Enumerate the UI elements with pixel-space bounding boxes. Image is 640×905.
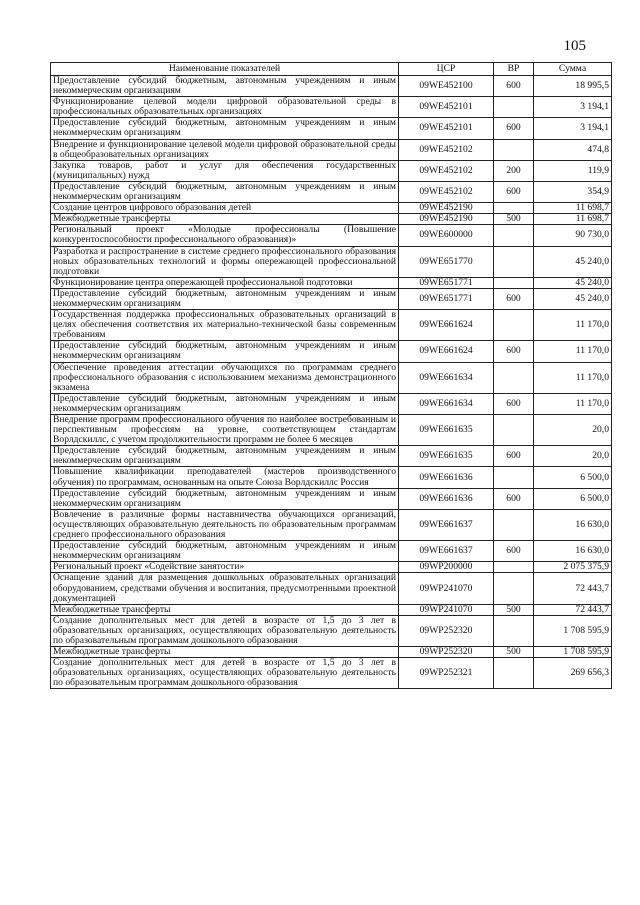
row-sum: 18 995,5 bbox=[534, 76, 612, 97]
row-vr: 600 bbox=[494, 118, 534, 139]
table-row bbox=[51, 225, 612, 246]
row-code: 09WE661636 bbox=[399, 488, 494, 509]
row-sum: 1 708 595,9 bbox=[534, 615, 612, 646]
row-vr bbox=[494, 277, 534, 288]
row-vr: 600 bbox=[494, 288, 534, 309]
row-sum: 45 240,0 bbox=[534, 277, 612, 288]
row-code: 09WE452102 bbox=[399, 181, 494, 202]
row-name: Предоставление субсидий бюджетным, автономным учреждениям и иным некоммерческим организациям bbox=[51, 76, 399, 97]
row-vr: 600 bbox=[494, 76, 534, 97]
row-vr bbox=[494, 415, 534, 446]
row-code: 09WP252320 bbox=[399, 615, 494, 646]
table-row bbox=[51, 76, 612, 97]
row-sum: 11 170,0 bbox=[534, 362, 612, 393]
row-code: 09WE661637 bbox=[399, 541, 494, 562]
row-vr: 500 bbox=[494, 647, 534, 658]
row-vr: 500 bbox=[494, 604, 534, 615]
row-name: Вовлечение в различные формы наставничества обучающихся организаций, осуществляющих образовательную деятельность по образовательным программам среднего профессионального образования bbox=[51, 509, 399, 540]
row-code: 09WE452102 bbox=[399, 160, 494, 181]
row-sum: 474,8 bbox=[534, 139, 612, 160]
table-row bbox=[51, 288, 612, 309]
row-code: 09WE651771 bbox=[399, 277, 494, 288]
row-vr bbox=[494, 139, 534, 160]
row-code: 09WE661636 bbox=[399, 467, 494, 488]
row-name: Оснащение зданий для размещения дошкольных образовательных организаций оборудованием, средствами обучения и воспитания, предусмотренными проектной документацией bbox=[51, 573, 399, 604]
table-row bbox=[51, 160, 612, 181]
table-row bbox=[51, 393, 612, 414]
row-sum: 16 630,0 bbox=[534, 541, 612, 562]
table-row bbox=[51, 658, 612, 689]
row-name: Межбюджетные трансферты bbox=[51, 604, 399, 615]
row-name: Предоставление субсидий бюджетным, автономным учреждениям и иным некоммерческим организациям bbox=[51, 288, 399, 309]
row-sum: 11 170,0 bbox=[534, 341, 612, 362]
row-vr: 600 bbox=[494, 181, 534, 202]
row-code: 09WP252321 bbox=[399, 658, 494, 689]
row-sum: 11 170,0 bbox=[534, 310, 612, 341]
row-vr bbox=[494, 246, 534, 277]
row-vr bbox=[494, 658, 534, 689]
row-vr bbox=[494, 225, 534, 246]
row-code: 09WE452190 bbox=[399, 214, 494, 225]
row-name: Предоставление субсидий бюджетным, автономным учреждениям и иным некоммерческим организациям bbox=[51, 118, 399, 139]
table-row bbox=[51, 118, 612, 139]
row-name: Государственная поддержка профессиональных образовательных организаций в целях обеспечения соответствия их материально-технической базы современным требованиям bbox=[51, 310, 399, 341]
row-sum: 45 240,0 bbox=[534, 288, 612, 309]
table-body bbox=[51, 76, 612, 689]
row-code: 09WE452102 bbox=[399, 139, 494, 160]
row-sum: 6 500,0 bbox=[534, 467, 612, 488]
row-name: Внедрение программ профессионального обучения по наиболее востребованным и перспективным профессиям на уровне, соответствующем стандартам Ворлдскиллс, с учетом продолжительности программ не более 6 месяцев bbox=[51, 415, 399, 446]
row-sum: 6 500,0 bbox=[534, 488, 612, 509]
table-row bbox=[51, 509, 612, 540]
row-sum: 45 240,0 bbox=[534, 246, 612, 277]
row-code: 09WP241070 bbox=[399, 573, 494, 604]
budget-table bbox=[50, 62, 612, 689]
table-row bbox=[51, 573, 612, 604]
row-name: Предоставление субсидий бюджетным, автономным учреждениям и иным некоммерческим организациям bbox=[51, 488, 399, 509]
table-header-row bbox=[51, 63, 612, 76]
row-vr: 600 bbox=[494, 488, 534, 509]
table-row bbox=[51, 562, 612, 573]
row-code: 09WE661634 bbox=[399, 393, 494, 414]
row-sum: 11 170,0 bbox=[534, 393, 612, 414]
row-name: Повышение квалификации преподавателей (мастеров производственного обучения) по программам, основанным на опыте Союза Ворлдскиллс Россия bbox=[51, 467, 399, 488]
row-name: Разработка и распространение в системе среднего профессионального образования новых образовательных технологий и формы опережающей профессиональной подготовки bbox=[51, 246, 399, 277]
row-code: 09WE661624 bbox=[399, 341, 494, 362]
row-sum: 11 698,7 bbox=[534, 214, 612, 225]
row-code: 09WE452101 bbox=[399, 97, 494, 118]
row-code: 09WE452100 bbox=[399, 76, 494, 97]
row-vr bbox=[494, 615, 534, 646]
row-vr: 600 bbox=[494, 341, 534, 362]
table-row bbox=[51, 415, 612, 446]
row-sum: 2 075 375,9 bbox=[534, 562, 612, 573]
table-row bbox=[51, 97, 612, 118]
row-vr bbox=[494, 97, 534, 118]
header-code: ЦСР bbox=[399, 63, 494, 76]
table-row bbox=[51, 139, 612, 160]
header-name: Наименование показателей bbox=[51, 63, 399, 76]
row-sum: 3 194,1 bbox=[534, 97, 612, 118]
row-sum: 3 194,1 bbox=[534, 118, 612, 139]
table-row bbox=[51, 488, 612, 509]
page-number: 105 bbox=[563, 38, 586, 54]
header-sum: Сумма bbox=[534, 63, 612, 76]
row-vr: 600 bbox=[494, 393, 534, 414]
row-name: Функционирование центра опережающей профессиональной подготовки bbox=[51, 277, 399, 288]
table-row bbox=[51, 604, 612, 615]
row-vr: 500 bbox=[494, 214, 534, 225]
row-code: 09WP200000 bbox=[399, 562, 494, 573]
table-row bbox=[51, 647, 612, 658]
row-name: Межбюджетные трансферты bbox=[51, 647, 399, 658]
row-name: Региональный проект «Содействие занятости» bbox=[51, 562, 399, 573]
row-sum: 119,9 bbox=[534, 160, 612, 181]
row-code: 09WE651771 bbox=[399, 288, 494, 309]
row-sum: 20,0 bbox=[534, 415, 612, 446]
table-row bbox=[51, 181, 612, 202]
row-vr bbox=[494, 362, 534, 393]
table-row bbox=[51, 467, 612, 488]
row-name: Обеспечение проведения аттестации обучающихся по программам среднего профессионального образования с использованием механизма демонстрационного экзамена bbox=[51, 362, 399, 393]
row-code: 09WP241070 bbox=[399, 604, 494, 615]
row-vr bbox=[494, 467, 534, 488]
row-vr: 600 bbox=[494, 446, 534, 467]
table-row bbox=[51, 541, 612, 562]
row-code: 09WE661635 bbox=[399, 446, 494, 467]
row-vr bbox=[494, 203, 534, 214]
row-vr: 200 bbox=[494, 160, 534, 181]
row-sum: 11 698,7 bbox=[534, 203, 612, 214]
row-code: 09WE661637 bbox=[399, 509, 494, 540]
table-row bbox=[51, 446, 612, 467]
table-row bbox=[51, 615, 612, 646]
row-vr bbox=[494, 573, 534, 604]
row-sum: 16 630,0 bbox=[534, 509, 612, 540]
row-sum: 354,9 bbox=[534, 181, 612, 202]
row-vr bbox=[494, 310, 534, 341]
row-code: 09WE651770 bbox=[399, 246, 494, 277]
row-name: Создание дополнительных мест для детей в возрасте от 1,5 до 3 лет в образовательных организациях, осуществляющих образовательную деятельность по образовательным программам дошкольного образования bbox=[51, 658, 399, 689]
row-code: 09WE661624 bbox=[399, 310, 494, 341]
table-row bbox=[51, 341, 612, 362]
row-name: Предоставление субсидий бюджетным, автономным учреждениям и иным некоммерческим организациям bbox=[51, 181, 399, 202]
row-code: 09WE452101 bbox=[399, 118, 494, 139]
table-row bbox=[51, 310, 612, 341]
row-vr bbox=[494, 509, 534, 540]
row-name: Предоставление субсидий бюджетным, автономным учреждениям и иным некоммерческим организациям bbox=[51, 341, 399, 362]
row-vr bbox=[494, 562, 534, 573]
row-code: 09WP252320 bbox=[399, 647, 494, 658]
row-code: 09WE452190 bbox=[399, 203, 494, 214]
row-name: Предоставление субсидий бюджетным, автономным учреждениям и иным некоммерческим организациям bbox=[51, 393, 399, 414]
row-sum: 20,0 bbox=[534, 446, 612, 467]
row-name: Создание центров цифрового образования детей bbox=[51, 203, 399, 214]
row-sum: 90 730,0 bbox=[534, 225, 612, 246]
row-sum: 72 443,7 bbox=[534, 604, 612, 615]
row-name: Предоставление субсидий бюджетным, автономным учреждениям и иным некоммерческим организациям bbox=[51, 446, 399, 467]
row-name: Функционирование целевой модели цифровой образовательной среды в профессиональных образовательных организациях bbox=[51, 97, 399, 118]
row-name: Предоставление субсидий бюджетным, автономным учреждениям и иным некоммерческим организациям bbox=[51, 541, 399, 562]
row-code: 09WE600000 bbox=[399, 225, 494, 246]
row-vr: 600 bbox=[494, 541, 534, 562]
row-code: 09WE661635 bbox=[399, 415, 494, 446]
row-sum: 72 443,7 bbox=[534, 573, 612, 604]
table-row bbox=[51, 246, 612, 277]
row-sum: 269 656,3 bbox=[534, 658, 612, 689]
row-name: Межбюджетные трансферты bbox=[51, 214, 399, 225]
row-name: Закупка товаров, работ и услуг для обеспечения государственных (муниципальных) нужд bbox=[51, 160, 399, 181]
row-code: 09WE661634 bbox=[399, 362, 494, 393]
row-name: Региональный проект «Молодые профессионалы (Повышение конкурентоспособности профессионального образования)» bbox=[51, 225, 399, 246]
table-row bbox=[51, 214, 612, 225]
table-row bbox=[51, 203, 612, 214]
row-name: Создание дополнительных мест для детей в возрасте от 1,5 до 3 лет в образовательных организациях, осуществляющих образовательную деятельность по образовательным программам дошкольного образования bbox=[51, 615, 399, 646]
row-sum: 1 708 595,9 bbox=[534, 647, 612, 658]
row-name: Внедрение и функционирование целевой модели цифровой образовательной среды в общеобразовательных организациях bbox=[51, 139, 399, 160]
header-vr: ВР bbox=[494, 63, 534, 76]
table-row bbox=[51, 362, 612, 393]
table-row bbox=[51, 277, 612, 288]
